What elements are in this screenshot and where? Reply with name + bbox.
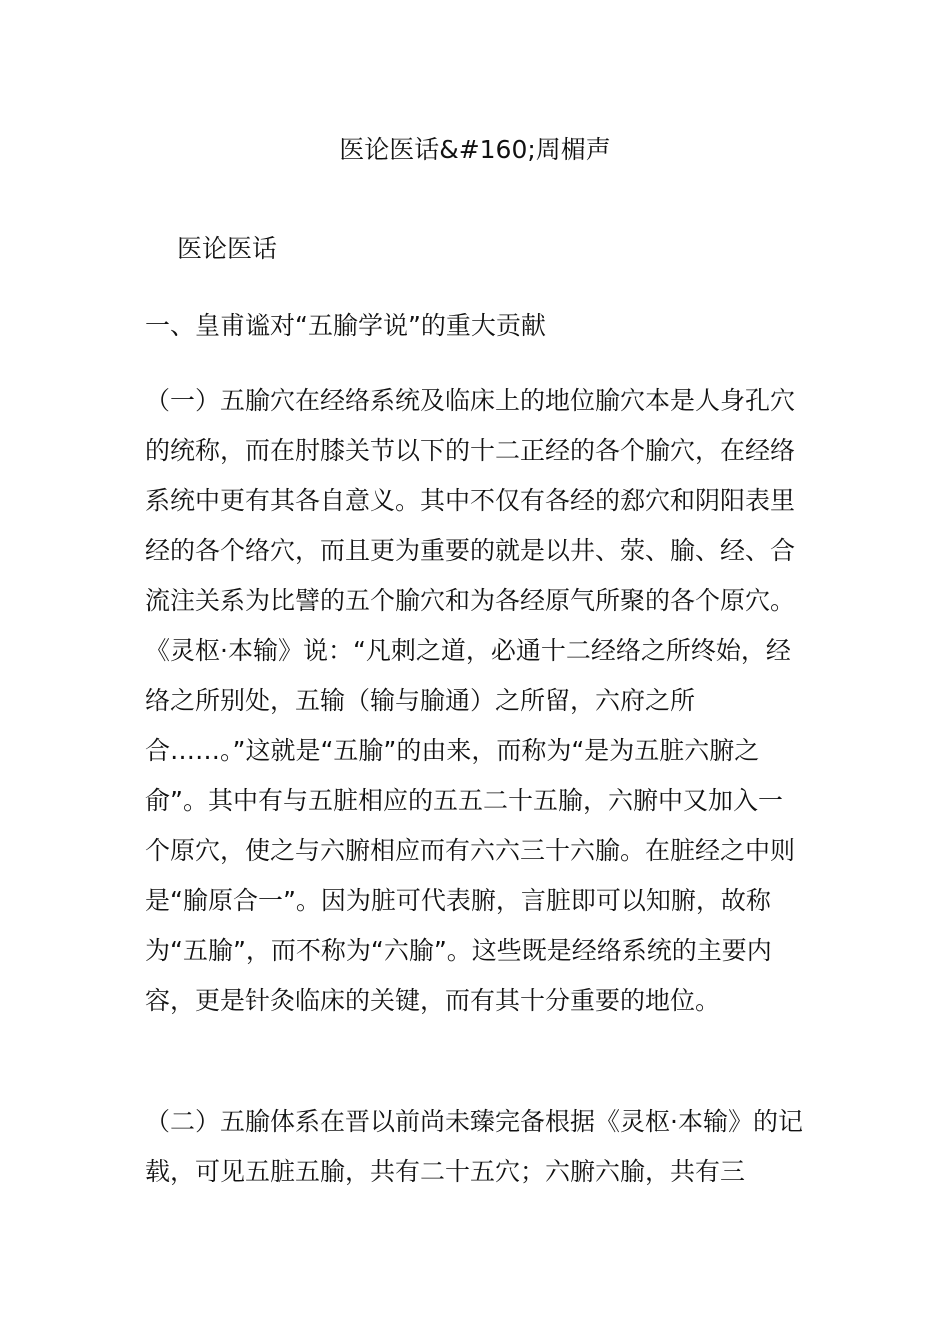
- paragraph-2: （二）五腧体系在晋以前尚未臻完备根据《灵枢·本输》的记载，可见五脏五腧，共有二十五穴；六腑六腧，共有三: [145, 1107, 803, 1186]
- document-title: 医论医话&#160;周楣声: [339, 135, 611, 164]
- document-subheading: 医论医话: [177, 234, 278, 263]
- section-heading: 一、皇甫谧对“五腧学说”的重大贡献: [145, 311, 546, 340]
- paragraph-1: （一）五腧穴在经络系统及临床上的地位腧穴本是人身孔穴的统称，而在肘膝关节以下的十二正经的各个腧穴，在经络系统中更有其各自意义。其中不仅有各经的郄穴和阴阳表里经的各个络穴，而且更为重要的就是以井、荥、腧、经、合流注关系为比譬的五个腧穴和为各经原气所聚的各个原穴。《灵枢·本输》说：“凡刺之道，必通十二经络之所终始，经络之所别处，五输（输与腧通）之所留，六府之所合……。”这就是“五腧”的由来，而称为“是为五脏六腑之俞”。其中有与五脏相应的五五二十五腧，六腑中又加入一个原穴，使之与六腑相应而有六六三十六腧。在脏经之中则是“腧原合一”。因为脏可代表腑，言脏即可以知腑，故称为“五腧”，而不称为“六腧”。这些既是经络系统的主要内容，更是针灸临床的关键，而有其十分重要的地位。: [145, 386, 796, 1015]
